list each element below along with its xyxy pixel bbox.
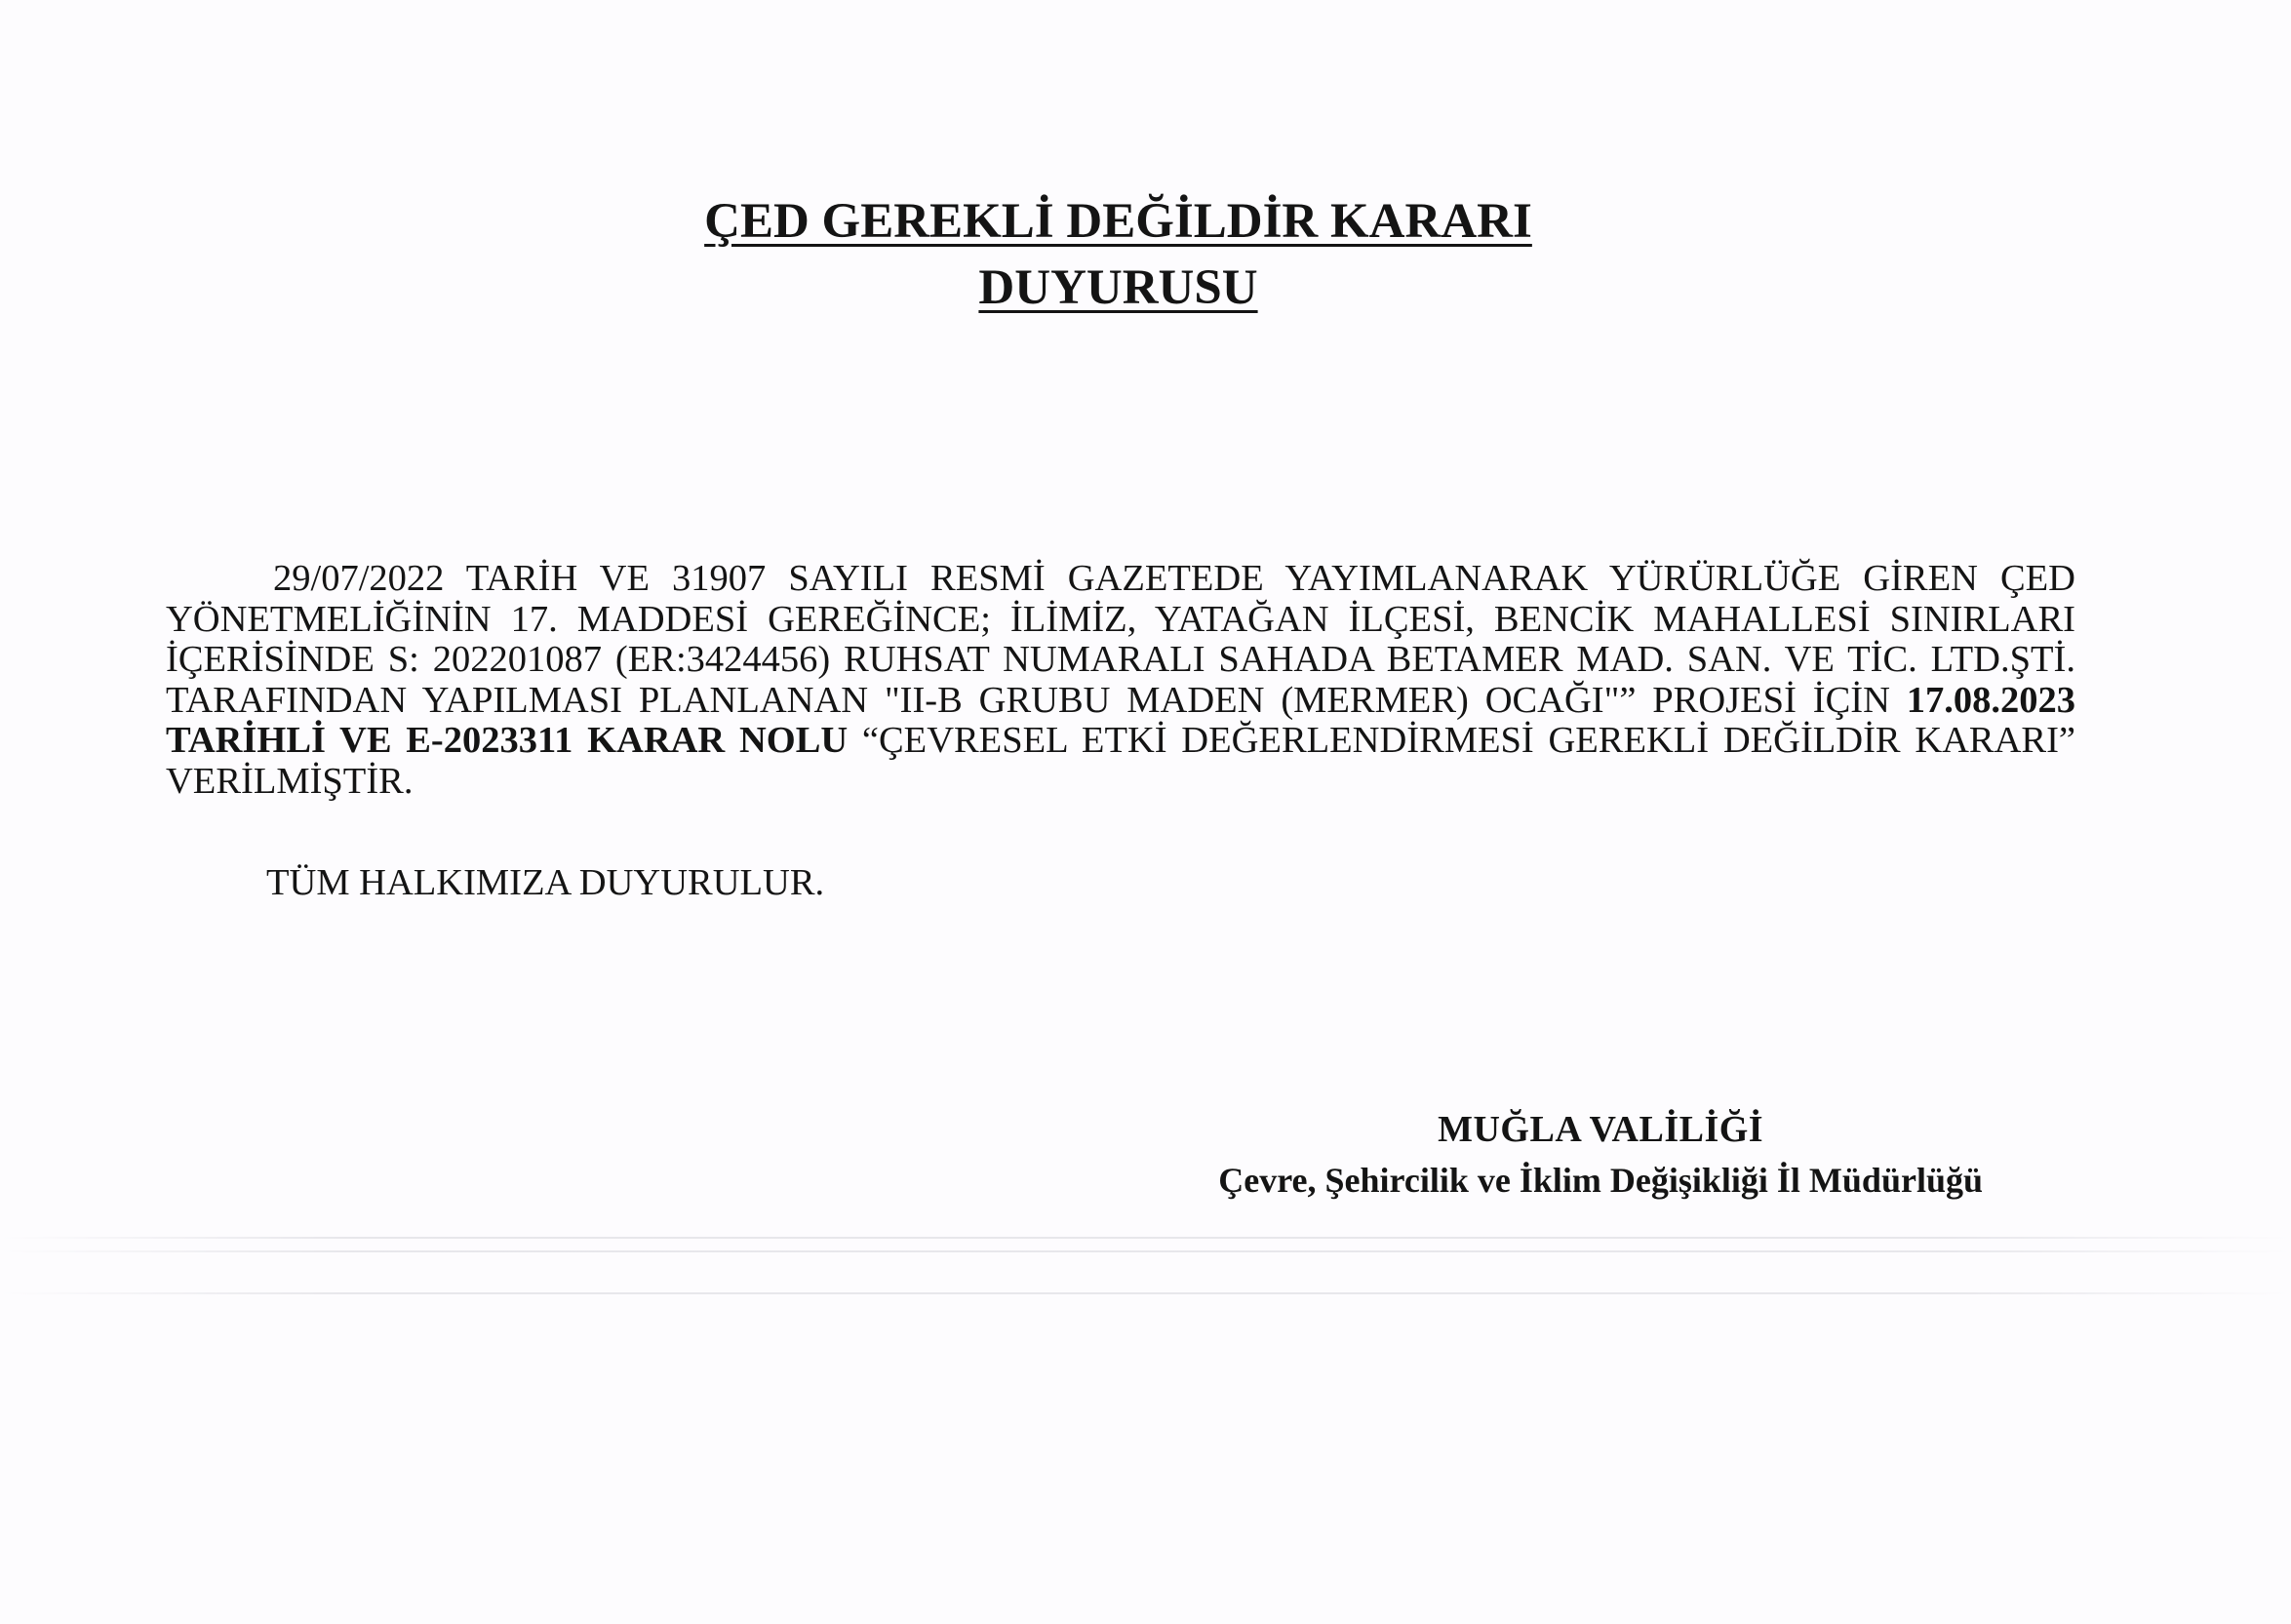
closing-statement: TÜM HALKIMIZA DUYURULUR.	[266, 862, 825, 903]
decision-reference: 17.08.2023 TARİHLİ VE E-2023311 KARAR NOLU	[166, 679, 2075, 761]
document-title	[0, 191, 2291, 318]
scan-artifact-line	[0, 1292, 2291, 1294]
signature-department: Çevre, Şehircilik ve İklim Değişikliği İl Müdürlüğü	[1218, 1161, 1983, 1200]
scan-artifact-line	[0, 1237, 2291, 1239]
title-line-1: ÇED GEREKLİ DEĞİLDİR KARARI	[704, 194, 1532, 249]
announcement-body	[166, 559, 2075, 802]
body-text-part-1: 29/07/2022 TARİH VE 31907 SAYILI RESMİ GAZETEDE YAYIMLANARAK YÜRÜRLÜĞE GİREN ÇED YÖNETMELİĞİNİN 17. MADDESİ GEREĞİNCE; İLİMİZ, YATAĞAN İLÇESİ, BENCİK MAHALLESİ SINIRLARI İÇERİSİNDE S: 202201087 (ER:3424456) RUHSAT NUMARALI SAHADA BETAMER MAD. SAN. VE TİC. LTD.ŞTİ. TARAFINDAN YAPILMASI PLANLANAN "II-B GRUBU MADEN (MERMER) OCAĞI"” PROJESİ İÇİN	[166, 558, 2075, 721]
signature-block	[1218, 1106, 1983, 1208]
body-text-part-2: “ÇEVRESEL ETKİ DEĞERLENDİRMESİ GEREKLİ DEĞİLDİR KARARI” VERİLMİŞTİR.	[166, 720, 2076, 802]
signature-organization: MUĞLA VALİLİĞİ	[1438, 1109, 1764, 1150]
title-line-2: DUYURUSU	[978, 260, 1258, 315]
scan-artifact-line	[0, 1250, 2291, 1252]
